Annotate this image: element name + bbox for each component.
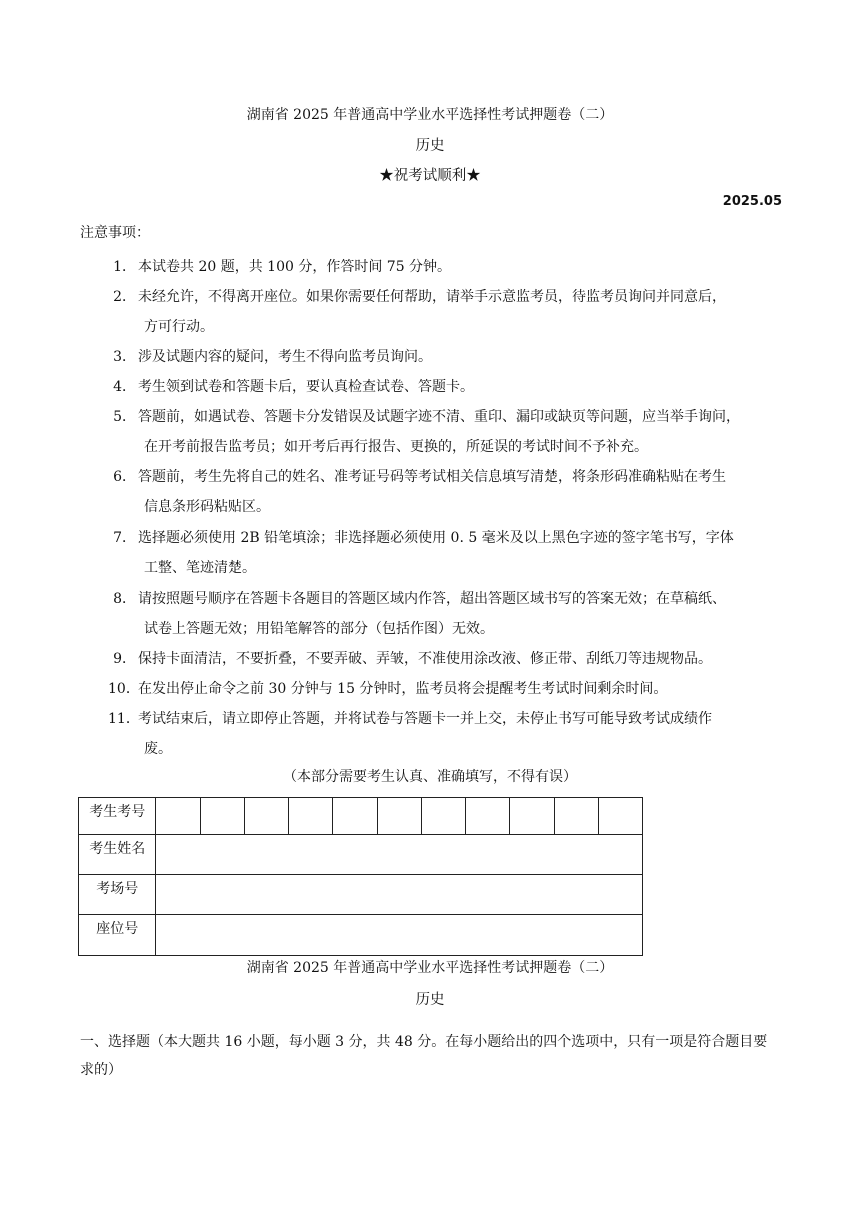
rule-text: 本试卷共 20 题，共 100 分，作答时间 75 分钟。: [138, 259, 452, 275]
notice-rule: [108, 252, 780, 282]
rule-text: 涉及试题内容的疑问，考生不得向监考员询问。: [138, 349, 432, 365]
rule-text: 请按照题号顺序在答题卡各题目的答题区域内作答，超出答题区域书写的答案无效；在草稿纸、: [138, 591, 726, 607]
room-label: 考场号: [79, 875, 156, 915]
notice-rule: [108, 282, 780, 342]
rule-text-continued: 试卷上答题无效；用铅笔解答的部分（包括作图）无效。: [144, 621, 494, 637]
rule-number: 9．: [113, 651, 136, 667]
notice-rule: [108, 372, 780, 402]
rule-number: 1．: [113, 259, 136, 275]
exam-number-label: 考生考号: [79, 798, 156, 835]
room-field[interactable]: [156, 875, 643, 915]
rule-text: 未经允许，不得离开座位。如果你需要任何帮助，请举手示意监考员，待监考员询问并同意后，: [138, 289, 726, 305]
good-luck-banner: ★祝考试顺利★: [379, 168, 481, 184]
section-exam-subject: 历史: [415, 992, 445, 1008]
candidate-info-table: [78, 797, 643, 956]
rule-number: 5．: [113, 409, 136, 425]
notice-rule: [108, 523, 780, 583]
exam-number-digit-box[interactable]: [421, 798, 465, 835]
exam-number-digit-box[interactable]: [333, 798, 377, 835]
exam-date: 2025.05: [722, 194, 782, 209]
notice-rule: [108, 584, 780, 644]
rule-text-continued: 废。: [144, 741, 172, 757]
rule-number: 8．: [113, 591, 136, 607]
rule-number: 11．: [108, 711, 140, 727]
rule-number: 3．: [113, 349, 136, 365]
rule-number: 4．: [113, 379, 136, 395]
exam-number-digit-box[interactable]: [377, 798, 421, 835]
exam-number-digit-box[interactable]: [510, 798, 554, 835]
form-note: （本部分需要考生认真、准确填写，不得有误）: [283, 769, 577, 785]
exam-number-digit-box[interactable]: [466, 798, 510, 835]
rule-text: 选择题必须使用 2B 铅笔填涂；非选择题必须使用 0. 5 毫米及以上黑色字迹的签字笔书写，字体: [138, 530, 734, 546]
multiple-choice-heading: 一、选择题（本大题共 16 小题，每小题 3 分，共 48 分。在每小题给出的四个选项中，只有一项是符合题目要求的）: [80, 1034, 768, 1078]
exam-number-digit-box[interactable]: [200, 798, 244, 835]
rule-text: 答题前，如遇试卷、答题卡分发错误及试题字迹不清、重印、漏印或缺页等问题，应当举手询问，: [138, 409, 740, 425]
notice-rule: [108, 342, 780, 372]
notice-heading: 注意事项：: [80, 225, 150, 241]
rule-text-continued: 方可行动。: [144, 319, 214, 335]
notice-rule: [108, 462, 780, 522]
rule-number: 10．: [108, 681, 140, 697]
rule-number: 7．: [113, 530, 136, 546]
rule-number: 2．: [113, 289, 136, 305]
seat-field[interactable]: [156, 915, 643, 956]
rule-text: 答题前，考生先将自己的姓名、准考证号码等考试相关信息填写清楚，将条形码准确粘贴在考生: [138, 469, 726, 485]
exam-number-digit-box[interactable]: [554, 798, 598, 835]
rule-text: 保持卡面清洁，不要折叠，不要弄破、弄皱，不准使用涂改液、修正带、刮纸刀等违规物品。: [138, 651, 712, 667]
exam-title: 湖南省 2025 年普通高中学业水平选择性考试押题卷（二）: [246, 107, 614, 123]
exam-number-digit-box[interactable]: [289, 798, 333, 835]
exam-subject: 历史: [415, 138, 445, 154]
name-field[interactable]: [156, 835, 643, 875]
rule-number: 6．: [113, 469, 136, 485]
rule-text-continued: 在开考前报告监考员；如开考后再行报告、更换的，所延误的考试时间不予补充。: [144, 439, 648, 455]
rule-text: 考生领到试卷和答题卡后，要认真检查试卷、答题卡。: [138, 379, 474, 395]
name-label: 考生姓名: [79, 835, 156, 875]
rule-text-continued: 工整、笔迹清楚。: [144, 560, 256, 576]
section-exam-title: 湖南省 2025 年普通高中学业水平选择性考试押题卷（二）: [246, 960, 614, 976]
exam-number-digit-box[interactable]: [244, 798, 288, 835]
notice-rule: [108, 402, 780, 462]
seat-label: 座位号: [79, 915, 156, 956]
notice-rule: [108, 644, 780, 674]
exam-number-digit-box[interactable]: [156, 798, 200, 835]
notice-rule: [108, 674, 780, 704]
rule-text: 在发出停止命令之前 30 分钟与 15 分钟时，监考员将会提醒考生考试时间剩余时间。: [138, 681, 668, 697]
exam-number-digit-box[interactable]: [598, 798, 642, 835]
rule-text: 考试结束后，请立即停止答题，并将试卷与答题卡一并上交，未停止书写可能导致考试成绩作: [138, 711, 712, 727]
notice-rule: [108, 704, 780, 764]
rule-text-continued: 信息条形码粘贴区。: [144, 499, 270, 515]
